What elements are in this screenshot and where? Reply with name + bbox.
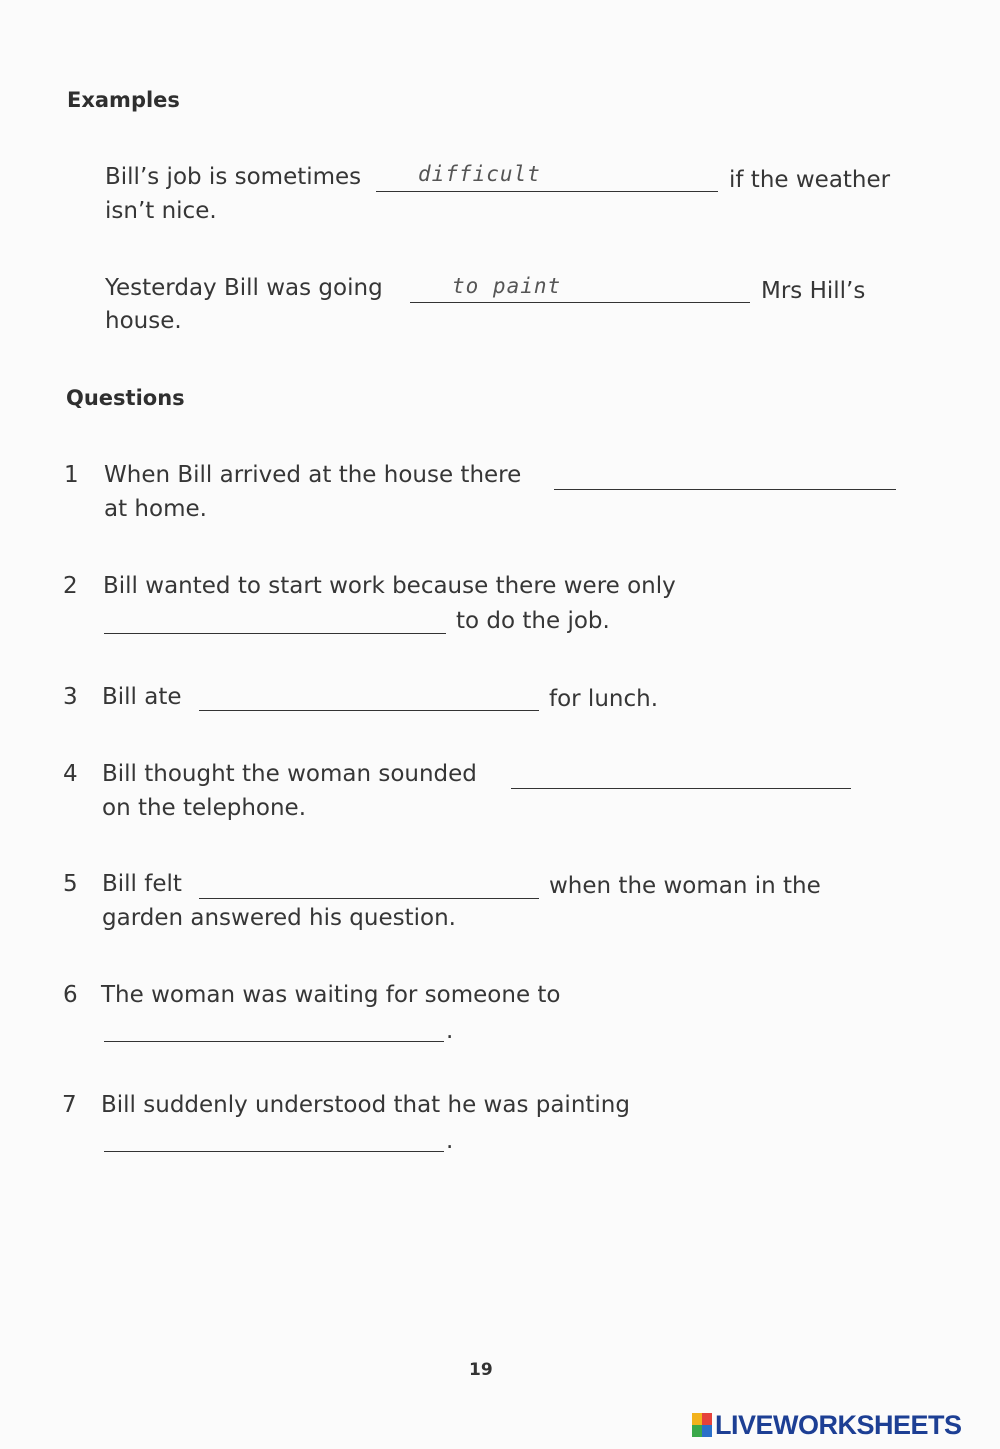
question-3-text: Bill ate: [102, 684, 182, 710]
example-2-blank: [410, 302, 750, 303]
page-number: 19: [469, 1360, 493, 1380]
example-1-answer: difficult: [418, 162, 541, 186]
example-2-after: Mrs Hill’s: [761, 278, 866, 304]
question-1-continuation: at home.: [104, 496, 207, 522]
question-1-text: When Bill arrived at the house there: [104, 462, 522, 488]
example-1-blank: [376, 191, 718, 192]
question-6-text: The woman was waiting for someone to: [101, 982, 561, 1008]
question-5-answer-blank[interactable]: [199, 898, 539, 899]
example-2-text: Yesterday Bill was going: [105, 275, 383, 301]
question-6-period: .: [446, 1018, 454, 1044]
question-3-number: 3: [63, 684, 78, 710]
example-1-after: if the weather: [729, 167, 891, 193]
question-5-after: when the woman in the: [549, 873, 821, 899]
question-4-answer-blank[interactable]: [511, 788, 851, 789]
question-7-text: Bill suddenly understood that he was painting: [101, 1092, 630, 1118]
question-5-number: 5: [63, 871, 78, 897]
question-3-answer-blank[interactable]: [199, 710, 539, 711]
question-5-text: Bill felt: [102, 871, 182, 897]
example-2-continuation: house.: [105, 308, 182, 334]
liveworksheets-brand-text: LIVEWORKSHEETS: [715, 1409, 962, 1440]
example-1-text: Bill’s job is sometimes: [105, 164, 362, 190]
question-2-number: 2: [63, 573, 78, 599]
example-1-continuation: isn’t nice.: [105, 198, 217, 224]
question-3-after: for lunch.: [549, 686, 659, 712]
question-6-number: 6: [63, 982, 78, 1008]
question-7-period: .: [446, 1128, 454, 1154]
question-7-number: 7: [62, 1092, 77, 1118]
question-4-continuation: on the telephone.: [102, 795, 307, 821]
question-2-text: Bill wanted to start work because there were only: [103, 573, 676, 599]
question-1-answer-blank[interactable]: [554, 489, 896, 490]
question-1-number: 1: [64, 462, 79, 488]
question-2-after: to do the job.: [456, 608, 610, 634]
examples-heading: Examples: [67, 88, 180, 112]
question-6-answer-blank[interactable]: [104, 1041, 444, 1042]
liveworksheets-logo-icon: [692, 1413, 712, 1437]
questions-heading: Questions: [66, 386, 185, 410]
question-2-answer-blank[interactable]: [104, 633, 446, 634]
question-4-number: 4: [63, 761, 78, 787]
question-7-answer-blank[interactable]: [104, 1151, 444, 1152]
liveworksheets-brand: [692, 1410, 962, 1440]
question-4-text: Bill thought the woman sounded: [102, 761, 477, 787]
question-5-continuation: garden answered his question.: [102, 905, 456, 931]
example-2-answer: to paint: [452, 274, 562, 298]
